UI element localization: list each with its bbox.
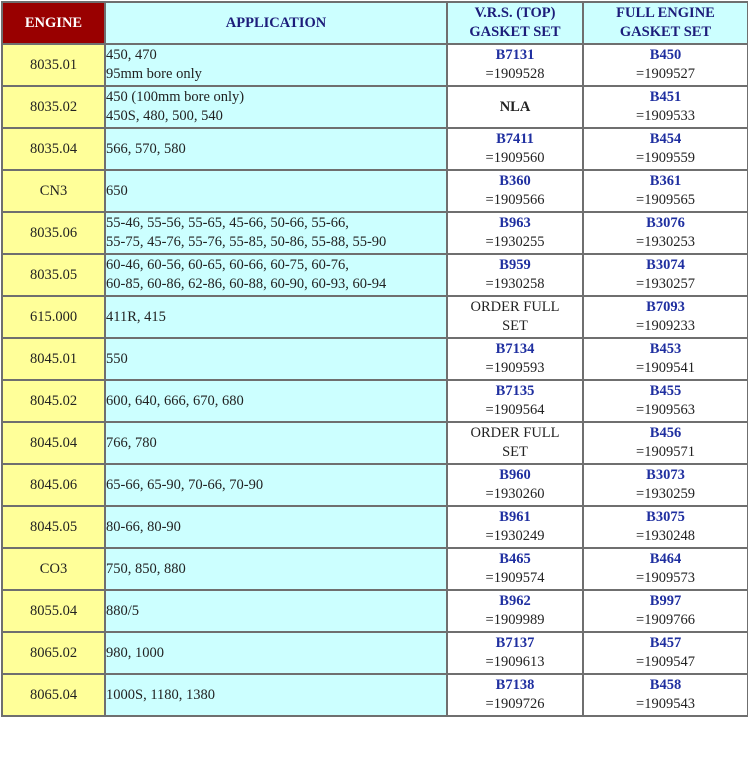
part-number: =1909766 bbox=[636, 612, 695, 628]
engine-cell bbox=[2, 548, 105, 590]
part-number: =1909573 bbox=[636, 570, 695, 586]
part-code: B453 bbox=[649, 341, 682, 357]
table-row bbox=[2, 128, 748, 170]
table-row bbox=[2, 296, 748, 338]
part-code: B3074 bbox=[646, 257, 685, 273]
table-row bbox=[2, 506, 748, 548]
engine-cell bbox=[2, 506, 105, 548]
part-code: B361 bbox=[649, 173, 682, 189]
application-line: 1000S, 1180, 1380 bbox=[106, 686, 216, 703]
part-number: =1909565 bbox=[636, 192, 695, 208]
application-cell bbox=[105, 212, 447, 254]
part-code: B464 bbox=[649, 551, 682, 567]
full-gasket-cell bbox=[583, 590, 748, 632]
part-code: B961 bbox=[499, 509, 531, 525]
order-note: SET bbox=[502, 444, 528, 460]
engine-model: 8045.06 bbox=[29, 476, 78, 493]
part-number: =1909560 bbox=[485, 150, 545, 166]
part-number: =1909541 bbox=[636, 360, 695, 376]
application-line: 566, 570, 580 bbox=[106, 140, 186, 157]
part-code: B3075 bbox=[646, 509, 685, 525]
engine-model: 615.000 bbox=[29, 308, 78, 325]
availability-status: NLA bbox=[499, 98, 531, 115]
application-cell bbox=[105, 254, 447, 296]
part-number: =1909559 bbox=[636, 150, 695, 166]
header-application: APPLICATION bbox=[105, 2, 447, 44]
engine-model: 8035.01 bbox=[29, 56, 78, 73]
table-row bbox=[2, 212, 748, 254]
application-cell bbox=[105, 548, 447, 590]
vrs-gasket-cell bbox=[447, 674, 583, 716]
engine-cell bbox=[2, 338, 105, 380]
part-code: B7131 bbox=[495, 47, 535, 63]
part-code: B3073 bbox=[646, 467, 685, 483]
part-number: =1909574 bbox=[485, 570, 545, 586]
part-number: =1909989 bbox=[485, 612, 545, 628]
application-cell bbox=[105, 506, 447, 548]
part-code: B7411 bbox=[496, 131, 534, 147]
table-row bbox=[2, 422, 748, 464]
application-line: 980, 1000 bbox=[106, 644, 164, 661]
part-number: =1909528 bbox=[485, 66, 545, 82]
table-row bbox=[2, 464, 748, 506]
engine-cell bbox=[2, 632, 105, 674]
part-number: =1930253 bbox=[636, 234, 695, 250]
engine-cell bbox=[2, 44, 105, 86]
header-row bbox=[2, 2, 748, 44]
engine-cell bbox=[2, 212, 105, 254]
part-number: =1909566 bbox=[485, 192, 545, 208]
engine-model: 8035.05 bbox=[29, 266, 78, 283]
full-gasket-cell bbox=[583, 128, 748, 170]
application-line: 60-46, 60-56, 60-65, 60-66, 60-75, 60-76, bbox=[106, 257, 349, 273]
part-code: B451 bbox=[649, 89, 682, 105]
full-gasket-cell bbox=[583, 212, 748, 254]
application-cell bbox=[105, 422, 447, 464]
part-code: B456 bbox=[649, 425, 682, 441]
part-number: =1930258 bbox=[485, 276, 545, 292]
part-number: =1909564 bbox=[485, 402, 545, 418]
part-number: =1930260 bbox=[485, 486, 545, 502]
vrs-gasket-cell bbox=[447, 464, 583, 506]
application-cell bbox=[105, 338, 447, 380]
engine-model: CN3 bbox=[39, 182, 68, 199]
table-row bbox=[2, 674, 748, 716]
application-line: 550 bbox=[106, 350, 128, 367]
application-line: 60-85, 60-86, 62-86, 60-88, 60-90, 60-93, 60-94 bbox=[106, 276, 387, 292]
part-code: B454 bbox=[649, 131, 682, 147]
part-code: B960 bbox=[499, 467, 531, 483]
part-number: =1909527 bbox=[636, 66, 695, 82]
vrs-gasket-cell bbox=[447, 86, 583, 128]
application-cell bbox=[105, 296, 447, 338]
part-code: B360 bbox=[499, 173, 531, 189]
application-line: 450, 470 bbox=[106, 47, 157, 63]
vrs-gasket-cell bbox=[447, 338, 583, 380]
full-gasket-cell bbox=[583, 254, 748, 296]
engine-cell bbox=[2, 464, 105, 506]
engine-cell bbox=[2, 254, 105, 296]
part-number: =1909547 bbox=[636, 654, 695, 670]
full-gasket-cell bbox=[583, 338, 748, 380]
application-cell bbox=[105, 128, 447, 170]
application-line: 880/5 bbox=[106, 602, 140, 619]
table-row bbox=[2, 44, 748, 86]
part-number: =1909533 bbox=[636, 108, 695, 124]
part-number: =1930255 bbox=[485, 234, 545, 250]
vrs-gasket-cell bbox=[447, 548, 583, 590]
part-code: B7135 bbox=[495, 383, 535, 399]
engine-cell bbox=[2, 128, 105, 170]
engine-model: 8045.05 bbox=[29, 518, 78, 535]
application-line: 766, 780 bbox=[106, 434, 157, 451]
engine-cell bbox=[2, 422, 105, 464]
application-cell bbox=[105, 380, 447, 422]
order-note: ORDER FULL bbox=[470, 425, 560, 441]
full-gasket-cell bbox=[583, 422, 748, 464]
application-cell bbox=[105, 170, 447, 212]
vrs-gasket-cell bbox=[447, 44, 583, 86]
vrs-gasket-cell bbox=[447, 170, 583, 212]
part-number: =1930259 bbox=[636, 486, 695, 502]
table-row bbox=[2, 170, 748, 212]
vrs-gasket-cell bbox=[447, 632, 583, 674]
part-code: B3076 bbox=[646, 215, 685, 231]
application-line: 55-46, 55-56, 55-65, 45-66, 50-66, 55-66, bbox=[106, 215, 349, 231]
table-row bbox=[2, 548, 748, 590]
full-gasket-cell bbox=[583, 44, 748, 86]
part-number: =1909726 bbox=[485, 696, 545, 712]
application-line: 411R, 415 bbox=[106, 308, 166, 325]
engine-model: 8045.02 bbox=[29, 392, 78, 409]
table-row bbox=[2, 254, 748, 296]
engine-model: 8035.02 bbox=[29, 98, 78, 115]
part-code: B457 bbox=[649, 635, 682, 651]
application-cell bbox=[105, 44, 447, 86]
vrs-gasket-cell bbox=[447, 380, 583, 422]
part-number: =1930257 bbox=[636, 276, 695, 292]
table-row bbox=[2, 590, 748, 632]
vrs-gasket-cell bbox=[447, 506, 583, 548]
table-row bbox=[2, 380, 748, 422]
part-number: =1930248 bbox=[636, 528, 695, 544]
gasket-table bbox=[1, 1, 748, 717]
application-cell bbox=[105, 464, 447, 506]
part-code: B7093 bbox=[646, 299, 685, 315]
vrs-gasket-cell bbox=[447, 254, 583, 296]
full-gasket-cell bbox=[583, 506, 748, 548]
part-number: =1930249 bbox=[485, 528, 545, 544]
part-code: B458 bbox=[649, 677, 682, 693]
engine-cell bbox=[2, 170, 105, 212]
header-engine: ENGINE bbox=[2, 2, 105, 44]
table-row bbox=[2, 86, 748, 128]
table-row bbox=[2, 338, 748, 380]
application-cell bbox=[105, 632, 447, 674]
vrs-gasket-cell bbox=[447, 590, 583, 632]
application-line: 80-66, 80-90 bbox=[106, 518, 181, 535]
part-number: =1909543 bbox=[636, 696, 695, 712]
vrs-gasket-cell bbox=[447, 296, 583, 338]
part-number: =1909233 bbox=[636, 318, 695, 334]
engine-model: 8035.06 bbox=[29, 224, 78, 241]
header-vrs-gasket-set: V.R.S. (TOP) GASKET SET bbox=[447, 2, 583, 44]
part-code: B7134 bbox=[495, 341, 535, 357]
full-gasket-cell bbox=[583, 632, 748, 674]
part-code: B959 bbox=[499, 257, 531, 273]
part-number: =1909563 bbox=[636, 402, 695, 418]
order-note: SET bbox=[502, 318, 528, 334]
part-code: B997 bbox=[649, 593, 682, 609]
part-code: B962 bbox=[499, 593, 531, 609]
part-code: B7137 bbox=[495, 635, 535, 651]
vrs-gasket-cell bbox=[447, 128, 583, 170]
full-gasket-cell bbox=[583, 86, 748, 128]
engine-cell bbox=[2, 674, 105, 716]
engine-model: 8065.02 bbox=[29, 644, 78, 661]
part-number: =1909613 bbox=[485, 654, 545, 670]
application-line: 650 bbox=[106, 182, 128, 199]
engine-cell bbox=[2, 590, 105, 632]
part-code: B963 bbox=[499, 215, 531, 231]
application-line: 750, 850, 880 bbox=[106, 560, 186, 577]
application-line: 65-66, 65-90, 70-66, 70-90 bbox=[106, 476, 264, 493]
application-cell bbox=[105, 674, 447, 716]
application-cell bbox=[105, 86, 447, 128]
vrs-gasket-cell bbox=[447, 212, 583, 254]
engine-model: 8065.04 bbox=[29, 686, 78, 703]
part-code: B455 bbox=[649, 383, 682, 399]
engine-model: 8045.04 bbox=[29, 434, 78, 451]
header-full-engine-gasket-set: FULL ENGINE GASKET SET bbox=[583, 2, 748, 44]
part-code: B465 bbox=[499, 551, 531, 567]
part-number: =1909593 bbox=[485, 360, 545, 376]
part-code: B450 bbox=[649, 47, 682, 63]
order-note: ORDER FULL bbox=[470, 299, 560, 315]
full-gasket-cell bbox=[583, 674, 748, 716]
full-gasket-cell bbox=[583, 548, 748, 590]
engine-cell bbox=[2, 86, 105, 128]
full-gasket-cell bbox=[583, 464, 748, 506]
full-gasket-cell bbox=[583, 296, 748, 338]
engine-model: 8045.01 bbox=[29, 350, 78, 367]
engine-model: 8055.04 bbox=[29, 602, 78, 619]
application-cell bbox=[105, 590, 447, 632]
engine-cell bbox=[2, 296, 105, 338]
application-line: 450S, 480, 500, 540 bbox=[106, 108, 223, 124]
application-line: 95mm bore only bbox=[106, 66, 202, 82]
full-gasket-cell bbox=[583, 170, 748, 212]
application-line: 55-75, 45-76, 55-76, 55-85, 50-86, 55-88, 55-90 bbox=[106, 234, 387, 250]
engine-model: CO3 bbox=[39, 560, 68, 577]
vrs-gasket-cell bbox=[447, 422, 583, 464]
engine-cell bbox=[2, 380, 105, 422]
part-number: =1909571 bbox=[636, 444, 695, 460]
application-line: 600, 640, 666, 670, 680 bbox=[106, 392, 244, 409]
application-line: 450 (100mm bore only) bbox=[106, 89, 245, 105]
part-code: B7138 bbox=[495, 677, 535, 693]
engine-model: 8035.04 bbox=[29, 140, 78, 157]
full-gasket-cell bbox=[583, 380, 748, 422]
table-row bbox=[2, 632, 748, 674]
